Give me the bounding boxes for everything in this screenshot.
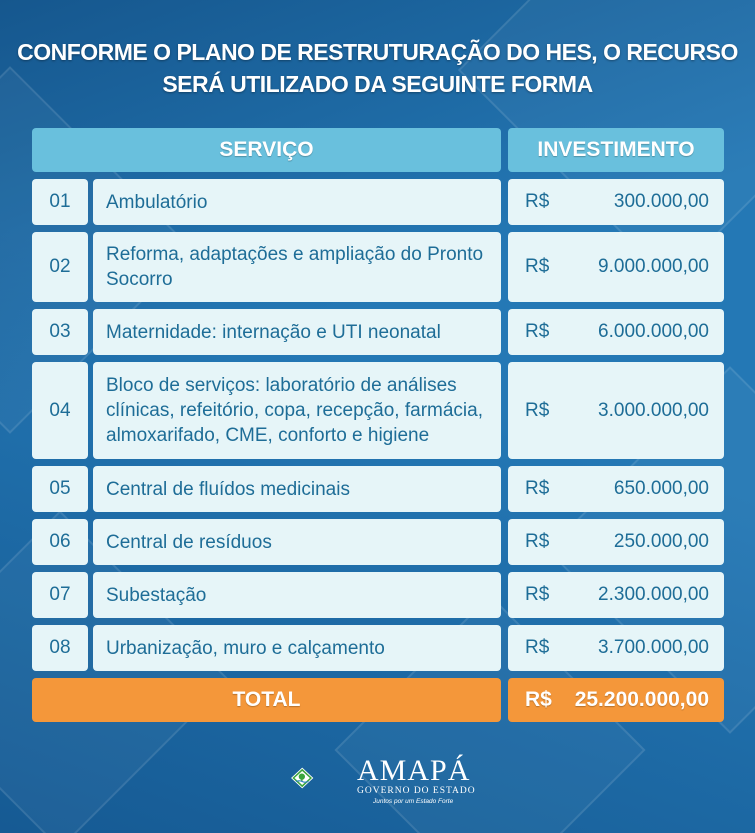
row-service: Subestação [93,572,501,618]
logo-slogan: Juntos por um Estado Forte [373,798,454,805]
row-value: 2.300.000,00 [598,584,709,605]
currency-symbol: R$ [525,688,552,711]
total-value: 25.200.000,00 [574,688,709,711]
currency-symbol: R$ [525,531,550,552]
row-investment [508,309,724,355]
currency-symbol: R$ [525,321,550,342]
currency-symbol: R$ [525,478,550,499]
row-investment [508,466,724,512]
row-service: Central de fluídos medicinais [93,466,501,512]
title-line-2: SERÁ UTILIZADO DA SEGUINTE FORMA [162,71,593,97]
row-value: 250.000,00 [613,531,709,552]
currency-symbol: R$ [525,584,550,605]
page-title [0,36,755,100]
row-value: 9.000.000,00 [598,256,709,277]
currency-symbol: R$ [525,399,550,421]
row-value: 6.000.000,00 [598,321,709,342]
row-number: 01 [32,179,88,225]
row-service: Ambulatório [93,179,501,225]
row-investment [508,232,724,302]
row-number: 05 [32,466,88,512]
row-service: Reforma, adaptações e ampliação do Pronto Socorro [93,232,501,302]
header-investment: INVESTIMENTO [508,128,724,172]
total-label: TOTAL [32,678,501,722]
row-value: 300.000,00 [613,191,709,212]
row-investment [508,572,724,618]
row-investment [508,625,724,671]
row-number: 06 [32,519,88,565]
currency-symbol: R$ [525,191,550,212]
row-value: 3.700.000,00 [598,637,709,658]
row-service: Central de resíduos [93,519,501,565]
row-service: Maternidade: internação e UTI neonatal [93,309,501,355]
row-number: 03 [32,309,88,355]
row-value: 650.000,00 [613,478,709,499]
row-service: Urbanização, muro e calçamento [93,625,501,671]
title-line-1: CONFORME O PLANO DE RESTRUTURAÇÃO DO HES, O RECURSO [17,39,738,65]
row-investment [508,362,724,459]
logo-subtitle: GOVERNO DO ESTADO [357,786,476,796]
row-number: 02 [32,232,88,302]
row-investment [508,519,724,565]
row-service: Bloco de serviços: laboratório de análises clínicas, refeitório, copa, recepção, farmácia, almoxarifado, CME, conforto e higiene [93,362,501,459]
row-number: 07 [32,572,88,618]
logo-name: AMAPÁ [357,754,471,787]
currency-symbol: R$ [525,256,550,277]
row-investment [508,179,724,225]
total-investment [508,678,724,722]
amapa-emblem-icon [291,748,361,808]
amapa-logo [357,756,476,806]
row-number: 04 [32,362,88,459]
row-number: 08 [32,625,88,671]
currency-symbol: R$ [525,637,550,658]
header-service: SERVIÇO [32,128,501,172]
row-value: 3.000.000,00 [598,399,709,421]
